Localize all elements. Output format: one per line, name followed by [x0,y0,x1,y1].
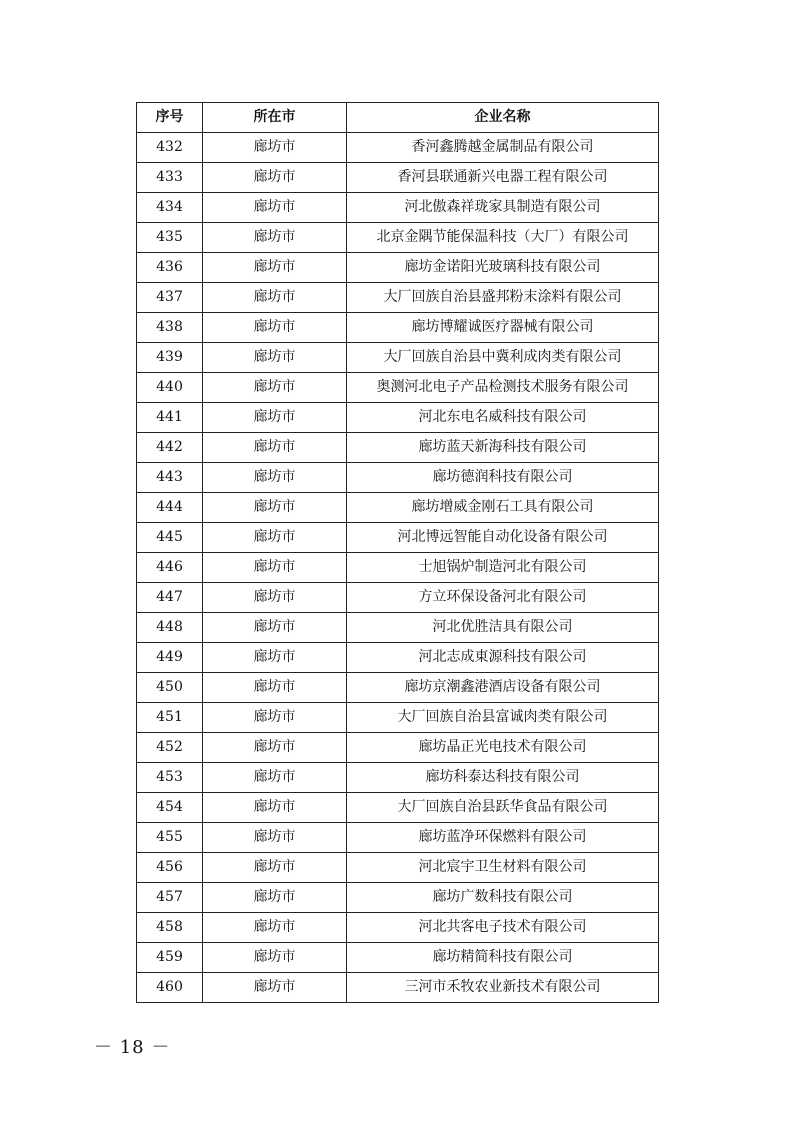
cell-seq: 457 [137,883,203,913]
table-row [137,223,659,253]
cell-seq: 452 [137,733,203,763]
table-row [137,643,659,673]
table-row [137,193,659,223]
table-row [137,823,659,853]
enterprise-table [136,102,659,1003]
cell-city: 廊坊市 [203,973,347,1003]
cell-city: 廊坊市 [203,613,347,643]
cell-enterprise-name: 大厂回族自治县盛邦粉末涂料有限公司 [347,283,659,313]
table-row [137,793,659,823]
page-number: － 18 － [94,1037,171,1058]
cell-seq: 453 [137,763,203,793]
cell-city: 廊坊市 [203,163,347,193]
cell-seq: 449 [137,643,203,673]
table-row [137,943,659,973]
cell-enterprise-name: 方立环保设备河北有限公司 [347,583,659,613]
cell-enterprise-name: 廊坊科泰达科技有限公司 [347,763,659,793]
table-header [137,103,659,133]
cell-enterprise-name: 大厂回族自治县富诚肉类有限公司 [347,703,659,733]
cell-city: 廊坊市 [203,553,347,583]
table-row [137,163,659,193]
cell-seq: 435 [137,223,203,253]
cell-enterprise-name: 廊坊增威金刚石工具有限公司 [347,493,659,523]
cell-seq: 460 [137,973,203,1003]
cell-city: 廊坊市 [203,373,347,403]
cell-city: 廊坊市 [203,673,347,703]
cell-city: 廊坊市 [203,883,347,913]
table-row [137,403,659,433]
cell-enterprise-name: 廊坊蓝天新海科技有限公司 [347,433,659,463]
cell-seq: 433 [137,163,203,193]
cell-city: 廊坊市 [203,853,347,883]
table-row [137,913,659,943]
cell-enterprise-name: 香河鑫腾越金属制品有限公司 [347,133,659,163]
cell-seq: 434 [137,193,203,223]
table-row [137,283,659,313]
cell-enterprise-name: 河北优胜洁具有限公司 [347,613,659,643]
cell-enterprise-name: 廊坊博耀诚医疗器械有限公司 [347,313,659,343]
cell-city: 廊坊市 [203,943,347,973]
cell-seq: 444 [137,493,203,523]
cell-city: 廊坊市 [203,463,347,493]
table-row [137,703,659,733]
table-row [137,523,659,553]
table-row [137,973,659,1003]
cell-seq: 432 [137,133,203,163]
cell-seq: 442 [137,433,203,463]
cell-seq: 456 [137,853,203,883]
table-row [137,553,659,583]
cell-seq: 443 [137,463,203,493]
cell-enterprise-name: 大厂回族自治县跃华食品有限公司 [347,793,659,823]
cell-seq: 436 [137,253,203,283]
cell-seq: 446 [137,553,203,583]
table-row [137,883,659,913]
table-row [137,343,659,373]
cell-enterprise-name: 河北博远智能自动化设备有限公司 [347,523,659,553]
table-row [137,733,659,763]
cell-seq: 439 [137,343,203,373]
cell-city: 廊坊市 [203,793,347,823]
header-row [137,103,659,133]
header-city: 所在市 [203,103,347,133]
cell-enterprise-name: 奥测河北电子产品检测技术服务有限公司 [347,373,659,403]
cell-seq: 447 [137,583,203,613]
cell-city: 廊坊市 [203,523,347,553]
table-row [137,673,659,703]
table-row [137,613,659,643]
cell-enterprise-name: 大厂回族自治县中冀利成肉类有限公司 [347,343,659,373]
cell-city: 廊坊市 [203,283,347,313]
cell-enterprise-name: 河北志成東源科技有限公司 [347,643,659,673]
table-row [137,133,659,163]
table-row [137,493,659,523]
cell-seq: 441 [137,403,203,433]
cell-enterprise-name: 廊坊广数科技有限公司 [347,883,659,913]
cell-city: 廊坊市 [203,823,347,853]
cell-enterprise-name: 廊坊晶正光电技术有限公司 [347,733,659,763]
cell-city: 廊坊市 [203,343,347,373]
cell-seq: 437 [137,283,203,313]
table-body [137,133,659,1003]
cell-enterprise-name: 香河县联通新兴电器工程有限公司 [347,163,659,193]
cell-enterprise-name: 河北宸宇卫生材料有限公司 [347,853,659,883]
cell-seq: 450 [137,673,203,703]
cell-enterprise-name: 北京金隅节能保温科技（大厂）有限公司 [347,223,659,253]
cell-enterprise-name: 河北东电名威科技有限公司 [347,403,659,433]
cell-seq: 448 [137,613,203,643]
cell-seq: 455 [137,823,203,853]
cell-city: 廊坊市 [203,433,347,463]
cell-enterprise-name: 士旭锅炉制造河北有限公司 [347,553,659,583]
cell-seq: 445 [137,523,203,553]
cell-city: 廊坊市 [203,733,347,763]
cell-enterprise-name: 三河市禾牧农业新技术有限公司 [347,973,659,1003]
cell-enterprise-name: 河北傲森祥珑家具制造有限公司 [347,193,659,223]
cell-city: 廊坊市 [203,493,347,523]
cell-enterprise-name: 廊坊蓝净环保燃料有限公司 [347,823,659,853]
cell-enterprise-name: 河北共客电子技术有限公司 [347,913,659,943]
cell-enterprise-name: 廊坊京潮鑫港酒店设备有限公司 [347,673,659,703]
cell-city: 廊坊市 [203,703,347,733]
header-seq: 序号 [137,103,203,133]
table-row [137,433,659,463]
table-row [137,853,659,883]
table-row [137,253,659,283]
cell-city: 廊坊市 [203,763,347,793]
cell-seq: 454 [137,793,203,823]
table-row [137,463,659,493]
cell-enterprise-name: 廊坊精简科技有限公司 [347,943,659,973]
cell-city: 廊坊市 [203,403,347,433]
cell-city: 廊坊市 [203,253,347,283]
cell-seq: 438 [137,313,203,343]
cell-seq: 458 [137,913,203,943]
cell-enterprise-name: 廊坊金诺阳光玻璃科技有限公司 [347,253,659,283]
cell-city: 廊坊市 [203,193,347,223]
cell-city: 廊坊市 [203,133,347,163]
header-name: 企业名称 [347,103,659,133]
cell-seq: 459 [137,943,203,973]
cell-city: 廊坊市 [203,313,347,343]
cell-seq: 440 [137,373,203,403]
cell-city: 廊坊市 [203,913,347,943]
cell-city: 廊坊市 [203,643,347,673]
table-row [137,373,659,403]
table-row [137,763,659,793]
cell-city: 廊坊市 [203,583,347,613]
cell-seq: 451 [137,703,203,733]
table-row [137,583,659,613]
cell-enterprise-name: 廊坊德润科技有限公司 [347,463,659,493]
cell-city: 廊坊市 [203,223,347,253]
table-row [137,313,659,343]
